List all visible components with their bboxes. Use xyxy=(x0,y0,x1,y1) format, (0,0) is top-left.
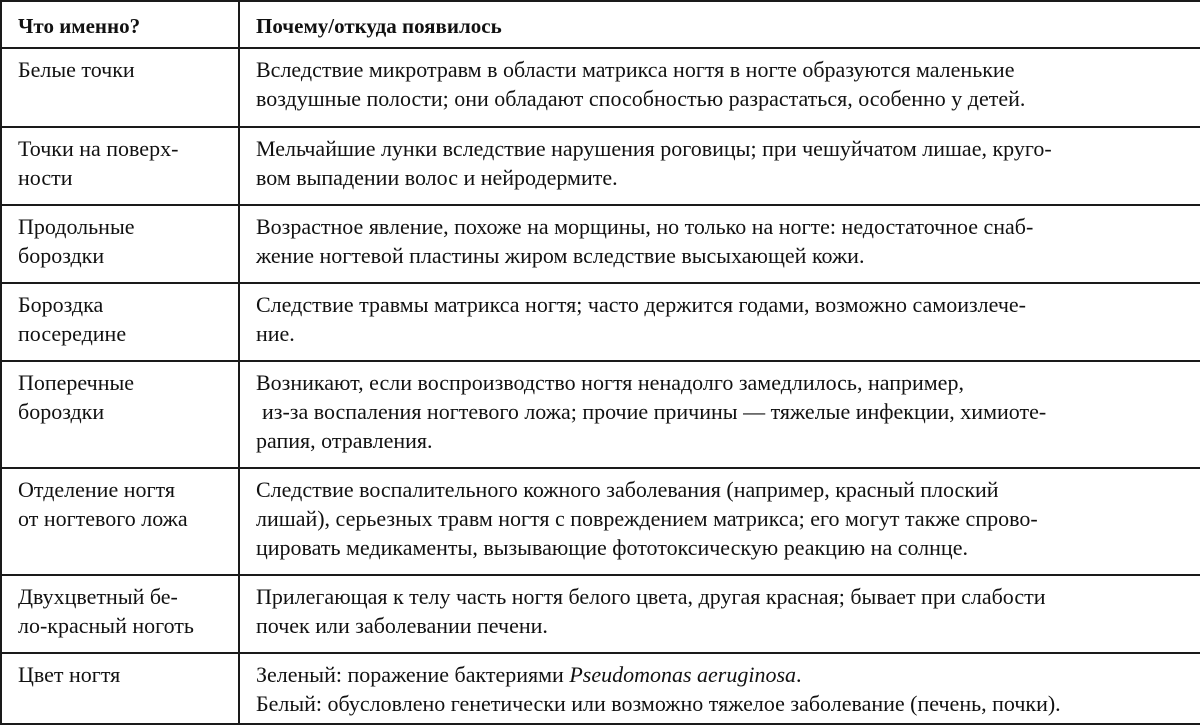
cell-what xyxy=(1,468,239,575)
header-why: Почему/откуда появилось xyxy=(239,1,1200,48)
cell-text: лишай), серьезных травм ногтя с повреждением матрикса; его могут также спрово- xyxy=(256,506,1038,531)
cell-what xyxy=(1,205,239,283)
cell-text: Возрастное явление, похоже на морщины, но только на ногте: недостаточное снаб- xyxy=(256,214,1034,239)
cell-what xyxy=(1,283,239,361)
cell-text: Возникают, если воспроизводство ногтя ненадолго замедлилось, например, xyxy=(256,370,964,395)
cell-text: цировать медикаменты, вызывающие фототоксическую реакцию на солнце. xyxy=(256,535,968,560)
cell-text: ло-красный ноготь xyxy=(18,613,194,638)
cell-text: Бороздка xyxy=(18,292,104,317)
table-row xyxy=(1,205,1200,283)
green-prefix: Зеленый: поражение бактериями xyxy=(256,662,570,687)
table-header-row xyxy=(1,1,1200,48)
table-row xyxy=(1,575,1200,653)
cell-what xyxy=(1,127,239,205)
cell-text: Мельчайшие лунки вследствие нарушения роговицы; при чешуйчатом лишае, круго- xyxy=(256,136,1052,161)
table-row xyxy=(1,653,1200,724)
bacteria-name: Pseudomonas aeruginosa xyxy=(569,662,797,687)
table-row xyxy=(1,361,1200,468)
cell-text-white: Белый: обусловлено генетически или возможно тяжелое заболевание (печень, почки). xyxy=(256,691,1061,716)
cell-what xyxy=(1,48,239,127)
cell-why xyxy=(239,575,1200,653)
cell-text-green xyxy=(256,660,1190,689)
green-suffix: . xyxy=(796,662,802,687)
cell-text: Белые точки xyxy=(18,57,135,82)
cell-what xyxy=(1,361,239,468)
cell-text: Прилегающая к телу часть ногтя белого цвета, другая красная; бывает при слабости xyxy=(256,584,1046,609)
cell-why xyxy=(239,361,1200,468)
cell-why xyxy=(239,127,1200,205)
cell-text: от ногтевого ложа xyxy=(18,506,188,531)
table-row xyxy=(1,127,1200,205)
cell-text: из-за воспаления ногтевого ложа; прочие причины — тяжелые инфекции, химиоте- xyxy=(262,399,1047,424)
table-row xyxy=(1,283,1200,361)
cell-text: Вследствие микротравм в области матрикса ногтя в ногте образуются маленькие xyxy=(256,57,1015,82)
cell-text: Цвет ногтя xyxy=(18,662,121,687)
cell-text: Поперечные xyxy=(18,370,135,395)
cell-why xyxy=(239,48,1200,127)
cell-why xyxy=(239,283,1200,361)
cell-text: Следствие воспалительного кожного заболевания (например, красный плоский xyxy=(256,477,999,502)
cell-text: рапия, отравления. xyxy=(256,428,433,453)
cell-text: ние. xyxy=(256,321,295,346)
cell-text: Отделение ногтя xyxy=(18,477,175,502)
cell-text: бороздки xyxy=(18,399,105,424)
cell-text: Следствие травмы матрикса ногтя; часто держится годами, возможно самоизлече- xyxy=(256,292,1027,317)
cell-text: ности xyxy=(18,165,73,190)
cell-text: Продольные xyxy=(18,214,135,239)
cell-text: посередине xyxy=(18,321,127,346)
cell-text: почек или заболевании печени. xyxy=(256,613,548,638)
cell-text: Точки на поверх- xyxy=(18,136,179,161)
cell-text: жение ногтевой пластины жиром вследствие высыхающей кожи. xyxy=(256,243,865,268)
cell-text: Двухцветный бе- xyxy=(18,584,178,609)
table-row xyxy=(1,468,1200,575)
cell-what xyxy=(1,575,239,653)
cell-why xyxy=(239,653,1200,724)
header-what: Что именно? xyxy=(1,1,239,48)
cell-what xyxy=(1,653,239,724)
cell-text: вом выпадении волос и нейродермите. xyxy=(256,165,618,190)
cell-text: бороздки xyxy=(18,243,105,268)
cell-why xyxy=(239,468,1200,575)
cell-text: воздушные полости; они обладают способностью разрастаться, особенно у детей. xyxy=(256,86,1026,111)
table-row xyxy=(1,48,1200,127)
cell-why xyxy=(239,205,1200,283)
